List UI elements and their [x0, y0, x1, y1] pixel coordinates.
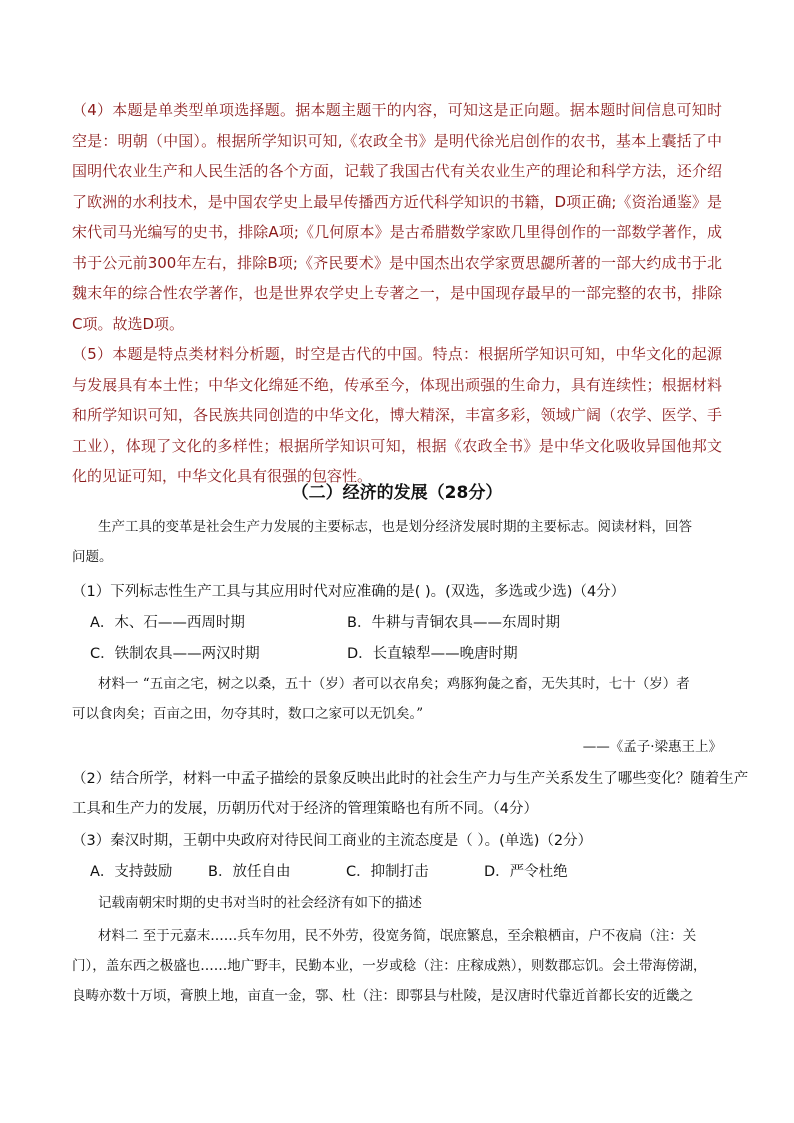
q1-option-a[interactable]: A．木、石——西周时期 [90, 615, 245, 631]
intro-line-2: 问题。 [72, 549, 113, 565]
q3-option-b[interactable]: B．放任自由 [208, 864, 291, 880]
answer-explanations [72, 95, 722, 492]
material-2-line-1: 材料二 至于元嘉末……兵车勿用，民不外劳，役宽务简，氓庶繁息，至余粮栖亩，户不夜扃（注：关 [98, 928, 697, 944]
q3-option-c[interactable]: C．抑制打击 [346, 864, 429, 880]
answer-4-paragraph: （4）本题是单类型单项选择题。据本题主题干的内容，可知这是正向题。据本题时间信息可知时空是：明朝（中国）。根据所学知识可知,《农政全书》是明代徐光启创作的农书，基本上囊括了中国明代农业生产和人民生活的各个方面，记载了我国古代有关农业生产的理论和科学方法，还介绍了欧洲的水利技术，是中国农学史上最早传播西方近代科学知识的书籍，D项正确;《资治通鉴》是宋代司马光编写的史书，排除A项;《几何原本》是古希腊数学家欧几里得创作的一部数学著作，成书于公元前300年左右，排除B项;《齐民要术》是中国杰出农学家贾思勰所著的一部大约成书于北魏末年的综合性农学著作，也是世界农学史上专著之一，是中国现存最早的一部完整的农书，排除C项。故选D项。 [72, 101, 722, 333]
question-2-line-1: （2）结合所学，材料一中孟子描绘的景象反映出此时的社会生产力与生产关系发生了哪些变化？随着生产 [72, 771, 749, 787]
question-1-text: （1）下列标志性生产工具与其应用时代对应准确的是( )。(双选，多选或少选)（4分） [72, 584, 626, 600]
q1-option-c[interactable]: C．铁制农具——两汉时期 [90, 646, 260, 662]
material-1-line-1: 材料一 “五亩之宅，树之以桑，五十（岁）者可以衣帛矣；鸡豚狗彘之畜，无失其时，七十（岁）者 [98, 676, 690, 692]
question-2-line-2: 工具和生产力的发展，历朝历代对于经济的管理策略也有所不同。（4分） [72, 801, 538, 817]
intro-line-1: 生产工具的变革是社会生产力发展的主要标志，也是划分经济发展时期的主要标志。阅读材料，回答 [98, 519, 692, 535]
q1-option-d[interactable]: D．长直辕犁——晚唐时期 [347, 646, 518, 662]
q3-option-a[interactable]: A．支持鼓励 [90, 864, 173, 880]
q3-option-d[interactable]: D．严令杜绝 [484, 864, 568, 880]
material-2-line-2: 门），盖东西之极盛也……地广野丰，民勤本业，一岁或稔（注：庄稼成熟），则数郡忘饥。会土带海傍湖， [72, 958, 707, 974]
material-2-line-3: 良畴亦数十万顷，膏腴上地，亩直一金，鄠、杜（注：即鄠县与杜陵，是汉唐时代靠近首都长安的近畿之 [72, 988, 693, 1004]
q1-option-b[interactable]: B．牛耕与青铜农具——东周时期 [347, 615, 560, 631]
section-title: （二）经济的发展（28分） [291, 483, 503, 503]
answer-5-paragraph: （5）本题是特点类材料分析题，时空是古代的中国。特点：根据所学知识可知，中华文化的起源与发展具有本土性；中华文化绵延不绝，传承至今，体现出顽强的生命力，具有连续性；根据材料和所学知识可知，各民族共同创造的中华文化，博大精深，丰富多彩，领域广阔（农学、医学、手工业），体现了文化的多样性；根据所学知识可知，根据《农政全书》是中华文化吸收异国他邦文化的见证可知，中华文化具有很强的包容性。 [72, 345, 722, 485]
material-2-intro: 记载南朝宋时期的史书对当时的社会经济有如下的描述 [98, 895, 422, 911]
material-1-source: ——《孟子·梁惠王上》 [582, 739, 722, 755]
material-1-line-2: 可以食肉矣；百亩之田，勿夺其时，数口之家可以无饥矣。” [72, 706, 424, 722]
question-3-text: （3）秦汉时期，王朝中央政府对待民间工商业的主流态度是（ ）。(单选)（2分） [72, 833, 593, 849]
